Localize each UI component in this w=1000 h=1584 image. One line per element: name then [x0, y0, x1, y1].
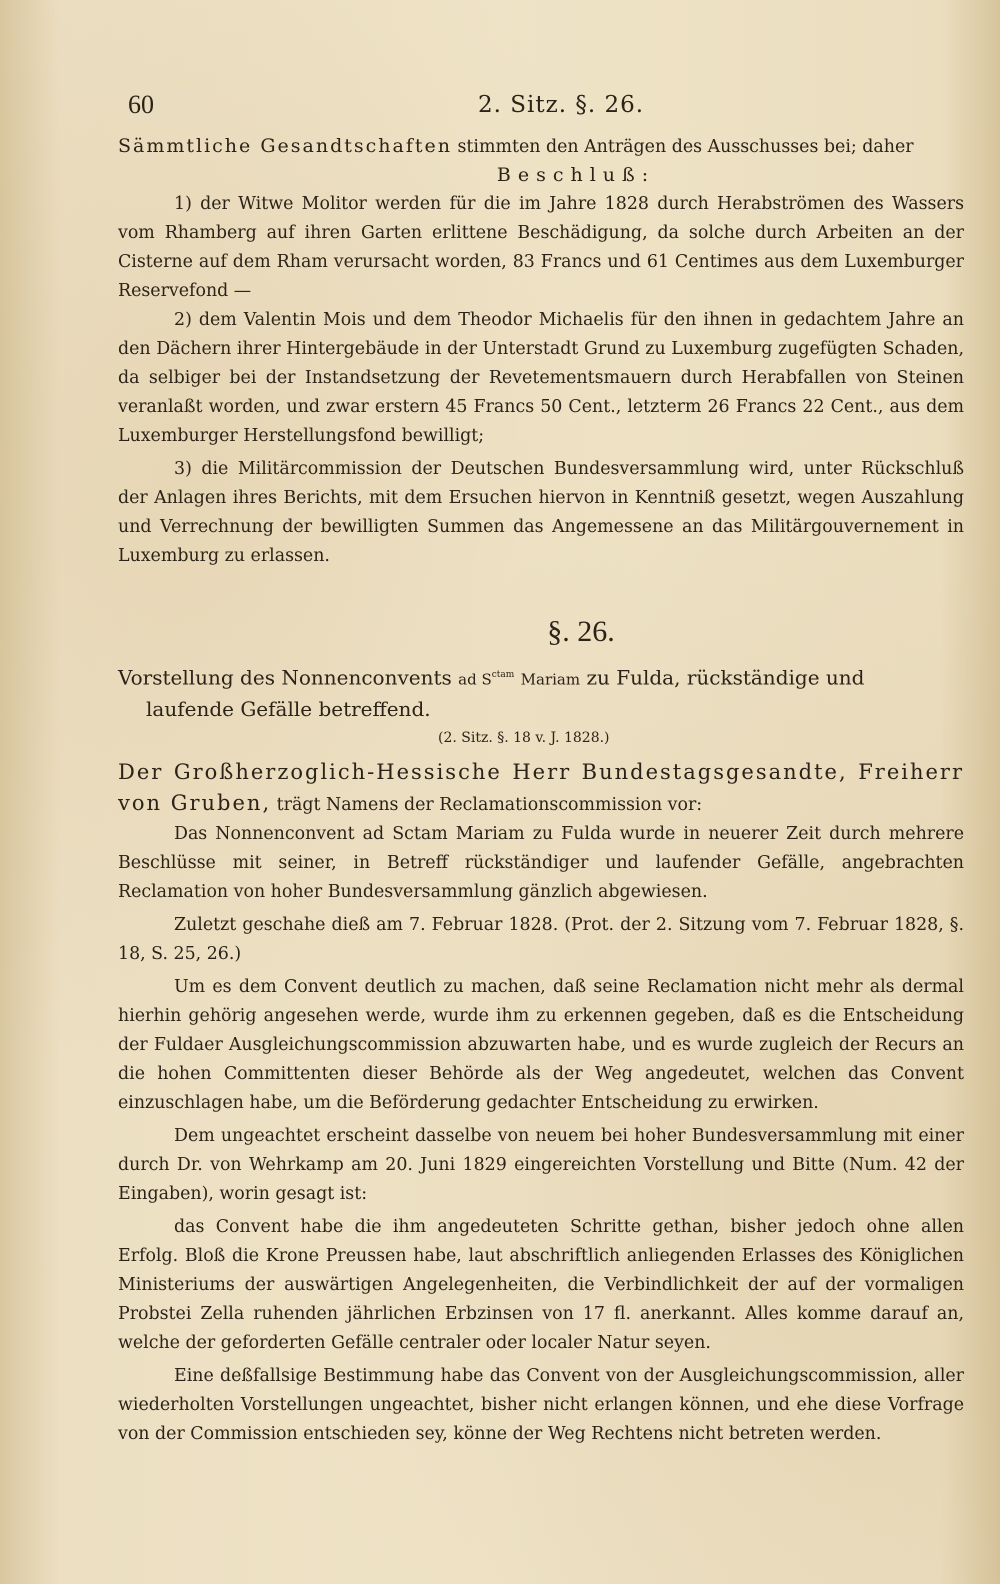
item-1: 1) der Witwe Molitor werden für die im Jahre 1828 durch Herabströmen des Wassers vom Rhamberg auf ihren Garten erlittene Beschädigung, da solche durch Arbeiten an der Cisterne auf dem Rham verursacht worden, 83 Francs und 61 Centimes aus dem Luxemburger Reservefond — — [118, 194, 964, 301]
paragraph-5: das Convent habe die ihm angedeuteten Schritte gethan, bisher jedoch ohne allen Erfolg. Bloß die Krone Preussen habe, laut abschriftlich anliegenden Erlasses des Königlichen Ministeriums der auswärtigen Angelegenheiten, die Verbindlichkeit der auf der vormaligen Probstei Zella ruhenden jährlichen Erbzinsen von 17 fl. anerkannt. Alles komme darauf an, welche der geforderten Gefälle centraler oder localer Natur seyen. — [118, 1216, 964, 1353]
section-reference: (2. Sitz. §. 18 v. J. 1828.) — [438, 729, 610, 746]
beschluss-heading: Beschluß: — [496, 164, 656, 186]
section-title-part-a: Vorstellung des Nonnenconvents — [118, 665, 452, 690]
envoy-name: Der Großherzoglich-Hessische Herr Bundestagsgesandte, Freiherr von Gruben, — [118, 759, 964, 815]
paragraph-4: Dem ungeachtet erscheint dasselbe von neuem bei hoher Bundesversammlung mit einer durch Dr. von Wehrkamp am 20. Juni 1829 eingereichten Vorstellung und Bitte (Num. 42 der Eingaben), worin gesagt ist: — [118, 1125, 964, 1204]
section-title-part-d: zu Fulda, rückständige und — [586, 665, 865, 690]
section-title — [118, 661, 964, 724]
paragraph-3: Um es dem Convent deutlich zu machen, daß seine Reclamation nicht mehr als dermal hierhin gehörig angesehen werde, wurde ihm zu erkennen gegeben, daß es die Entscheidung der Fuldaer Ausgleichungscommission abzuwarten habe, und es wurde zugleich der Recurs an die hohen Committenten dieser Behörde als der Weg angedeutet, welchen das Convent einzuschlagen habe, um die Beförderung gedachter Entscheidung zu erwirken. — [118, 976, 964, 1113]
section-title-part-b: ad S — [458, 670, 492, 689]
page-content — [118, 88, 964, 1449]
paragraph-1: Das Nonnenconvent ad Sctam Mariam zu Fulda wurde in neuerer Zeit durch mehrere Beschlüsse mit seiner, in Betreff rückständiger und laufender Gefälle, angebrachten Reclamation von hoher Bundesversammlung gänzlich abgewiesen. — [118, 823, 964, 902]
intro-text: stimmten den Anträgen des Ausschusses bei; daher — [457, 137, 914, 157]
section-title-sup: ctam — [491, 670, 515, 680]
section-title-part-e: laufende Gefälle betreffend. — [146, 696, 431, 721]
item-2: 2) dem Valentin Mois und dem Theodor Michaelis für den ihnen in gedachtem Jahre an den Dächern ihrer Hintergebäude in der Unterstadt Grund zu Luxemburg zugefügten Schaden, da selbiger bei der Instandsetzung der Revetementsmauern durch Herabfallen von Steinen veranlaßt worden, und zwar erstern 45 Francs 50 Cent., letzterm 26 Francs 22 Cent., aus dem Luxemburger Herstellungsfond bewilligt; — [118, 310, 964, 446]
page-number: 60 — [128, 90, 154, 119]
envoy-paragraph — [118, 758, 964, 820]
intro-paragraph — [118, 132, 964, 162]
section-title-part-c: Mariam — [520, 670, 581, 689]
paragraph-6: Eine deßfallsige Bestimmung habe das Convent von der Ausgleichungscommission, aller wiederholten Vorstellungen ungeachtet, bisher nicht erlangen können, und ehe diese Vorfrage von der Commission entschieden sey, könne der Weg Rechtens nicht betreten werden. — [118, 1365, 964, 1444]
envoy-rest: trägt Namens der Reclamationscommission vor: — [276, 794, 703, 815]
item-3: 3) die Militärcommission der Deutschen Bundesversammlung wird, unter Rückschluß der Anlagen ihres Berichts, mit dem Ersuchen hiervon in Kenntniß gesetzt, wegen Auszahlung und Verrechnung der bewilligten Summen das Angemessene an das Militärgouvernement in Luxemburg zu erlassen. — [118, 459, 964, 566]
paragraph-2: Zuletzt geschahe dieß am 7. Februar 1828. (Prot. der 2. Sitzung vom 7. Februar 1828, §. 18, S. 25, 26.) — [118, 914, 964, 964]
section-mark: §. 26. — [547, 615, 615, 648]
running-title: 2. Sitz. §. 26. — [478, 92, 645, 118]
running-head — [118, 88, 964, 132]
intro-subject: Sämmtliche Gesandtschaften — [118, 135, 452, 157]
